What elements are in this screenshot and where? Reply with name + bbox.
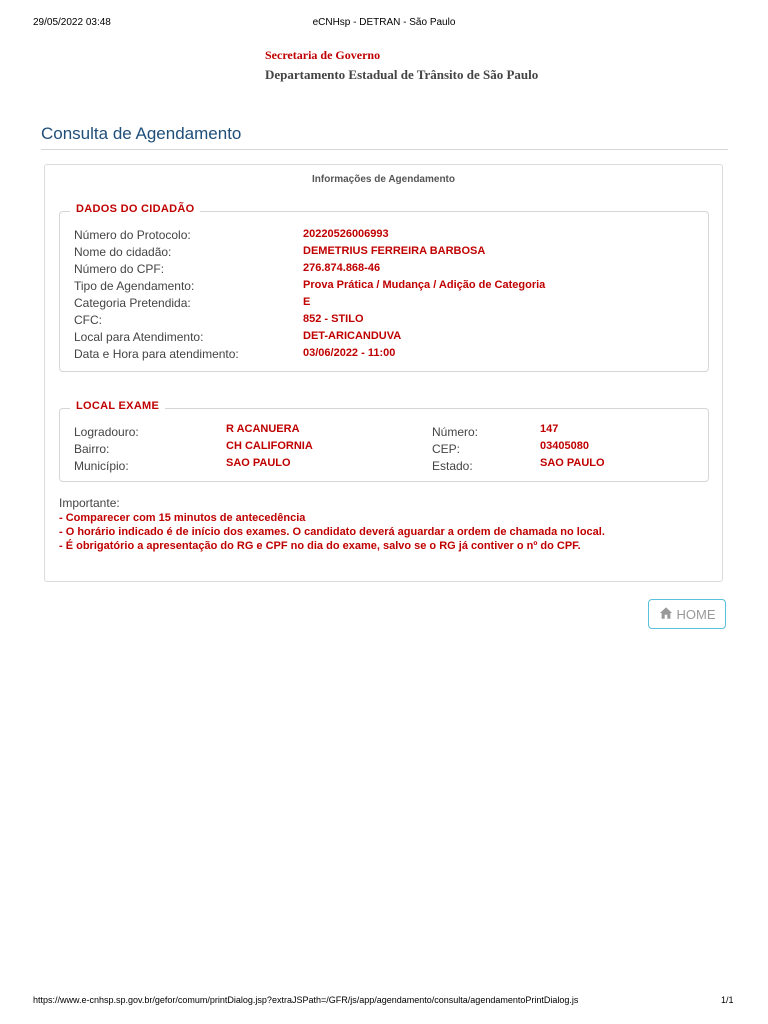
home-button[interactable] [648,599,726,629]
note-line: - É obrigatório a apresentação do RG e CPF no dia do exame, salvo se o RG já contiver o nº do CPF. [59,540,581,552]
page-title: Consulta de Agendamento [41,124,242,143]
field-label: Município: [74,459,129,473]
numero-value: 147 [540,423,559,435]
print-title: eCNHsp - DETRAN - São Paulo [312,17,456,28]
local-exame-fieldset [59,400,709,482]
dados-cidadao-legend: DADOS DO CIDADÃO [70,203,200,215]
note-line: - Comparecer com 15 minutos de antecedência [59,512,306,524]
local-exame-legend: LOCAL EXAME [70,400,165,412]
field-label: Categoria Pretendida: [74,296,191,310]
important-notes [59,496,605,552]
field-label: Bairro: [74,442,110,456]
municipio-value: SAO PAULO [226,457,291,469]
tipo-value: Prova Prática / Mudança / Adição de Categoria [303,279,546,291]
field-label: Data e Hora para atendimento: [74,347,239,361]
field-label: CFC: [74,313,102,327]
org-header [265,48,538,83]
field-label: Logradouro: [74,425,139,439]
logradouro-value: R ACANUERA [226,423,300,435]
notes-title: Importante: [59,496,120,510]
field-label: CEP: [432,442,461,456]
field-label: Estado: [432,459,473,473]
note-line: - O horário indicado é de início dos exames. O candidato deverá aguardar a ordem de chamada no local. [59,526,605,538]
bairro-value: CH CALIFORNIA [226,440,313,452]
data-hora-value: 03/06/2022 - 11:00 [303,347,396,359]
print-url: https://www.e-cnhsp.sp.gov.br/gefor/comum/printDialog.jsp?extraJSPath=/GFR/js/app/agendamento/consulta/agendamentoPrintDialog.js [33,995,579,1005]
cfc-value: 852 - STILO [303,313,364,325]
categoria-value: E [303,296,311,308]
agendamento-panel [44,164,723,582]
dados-cidadao-fieldset [59,203,709,372]
panel-heading: Informações de Agendamento [312,174,455,185]
home-icon [659,606,673,623]
estado-value: SAO PAULO [540,457,605,469]
local-atendimento-value: DET-ARICANDUVA [303,330,402,342]
field-label: Número: [432,425,479,439]
cpf-value: 276.874.868-46 [303,262,381,274]
page-count: 1/1 [721,995,734,1005]
nome-value: DEMETRIUS FERREIRA BARBOSA [303,245,486,257]
title-divider [41,149,728,150]
cep-value: 03405080 [540,440,589,452]
departamento-label: Departamento Estadual de Trânsito de São Paulo [265,67,539,82]
secretaria-label: Secretaria de Governo [265,48,381,62]
field-label: Tipo de Agendamento: [74,279,195,293]
field-label: Nome do cidadão: [74,245,172,259]
field-label: Número do Protocolo: [74,228,191,242]
home-button-label: HOME [676,606,716,622]
field-label: Número do CPF: [74,262,165,276]
print-datetime: 29/05/2022 03:48 [33,17,111,28]
protocolo-value: 20220526006993 [303,228,389,240]
field-label: Local para Atendimento: [74,330,204,344]
